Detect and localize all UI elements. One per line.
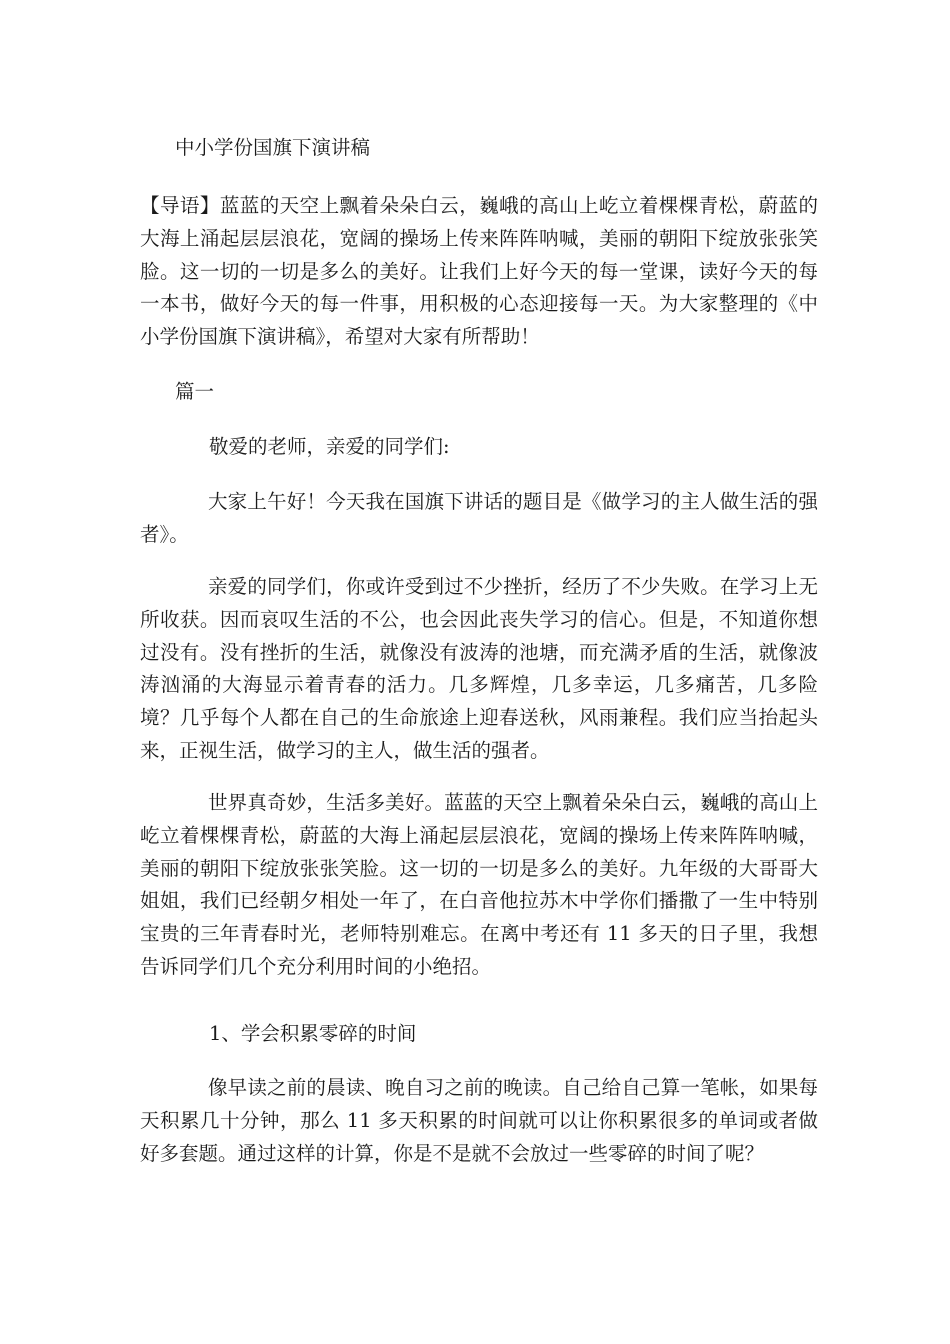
body-paragraph: 亲爱的同学们，你或许受到过不少挫折，经历了不少失败。在学习上无所收获。因而哀叹生活的不公，也会因此丧失学习的信心。但是，不知道你想过没有。没有挫折的生活，就像没有波涛的池塘，而充满矛盾的生活，就像波涛汹涌的大海显示着青春的活力。几多辉煌，几多幸运，几多痛苦，几多险境？几乎每个人都在自己的生命旅途上迎春送秋，风雨兼程。我们应当抬起头来，正视生活，做学习的主人，做生活的强者。 xyxy=(140,575,818,762)
body-paragraph: 世界真奇妙，生活多美好。蓝蓝的天空上飘着朵朵白云，巍峨的高山上屹立着棵棵青松，蔚蓝的大海上涌起层层浪花，宽阔的操场上传来阵阵呐喊，美丽的朝阳下绽放张张笑脸。这一切的一切是多么的美好。九年级的大哥哥大姐姐，我们已经朝夕相处一年了，在白音他拉苏木中学你们播撒了一生中特别宝贵的三年青春时光，老师特别难忘。在离中考还有 11 多天的日子里，我想告诉同学们几个充分利用时间的小绝招。 xyxy=(140,791,818,978)
body-paragraph: 大家上午好！今天我在国旗下讲话的题目是《做学习的主人做生活的强者》。 xyxy=(140,490,818,546)
body-paragraph: 像早读之前的晨读、晚自习之前的晚读。自己给自己算一笔帐，如果每天积累几十分钟，那么 11 多天积累的时间就可以让你积累很多的单词或者做好多套题。通过这样的计算，你是不是就不会放过一些零碎的时间了呢？ xyxy=(140,1076,818,1165)
salutation: 敬爱的老师，亲爱的同学们: xyxy=(209,435,450,458)
intro-paragraph: 【导语】蓝蓝的天空上飘着朵朵白云，巍峨的高山上屹立着棵棵青松，蔚蓝的大海上涌起层层浪花，宽阔的操场上传来阵阵呐喊，美丽的朝阳下绽放张张笑脸。这一切的一切是多么的美好。让我们上好今天的每一堂课，读好今天的每一本书，做好今天的每一件事，用积极的心态迎接每一天。为大家整理的《中小学份国旗下演讲稿》，希望对大家有所帮助！ xyxy=(140,194,818,349)
subheading: 1、学会积累零碎的时间 xyxy=(209,1022,417,1045)
document-title: 中小学份国旗下演讲稿 xyxy=(175,136,371,159)
section-label: 篇一 xyxy=(175,380,215,403)
